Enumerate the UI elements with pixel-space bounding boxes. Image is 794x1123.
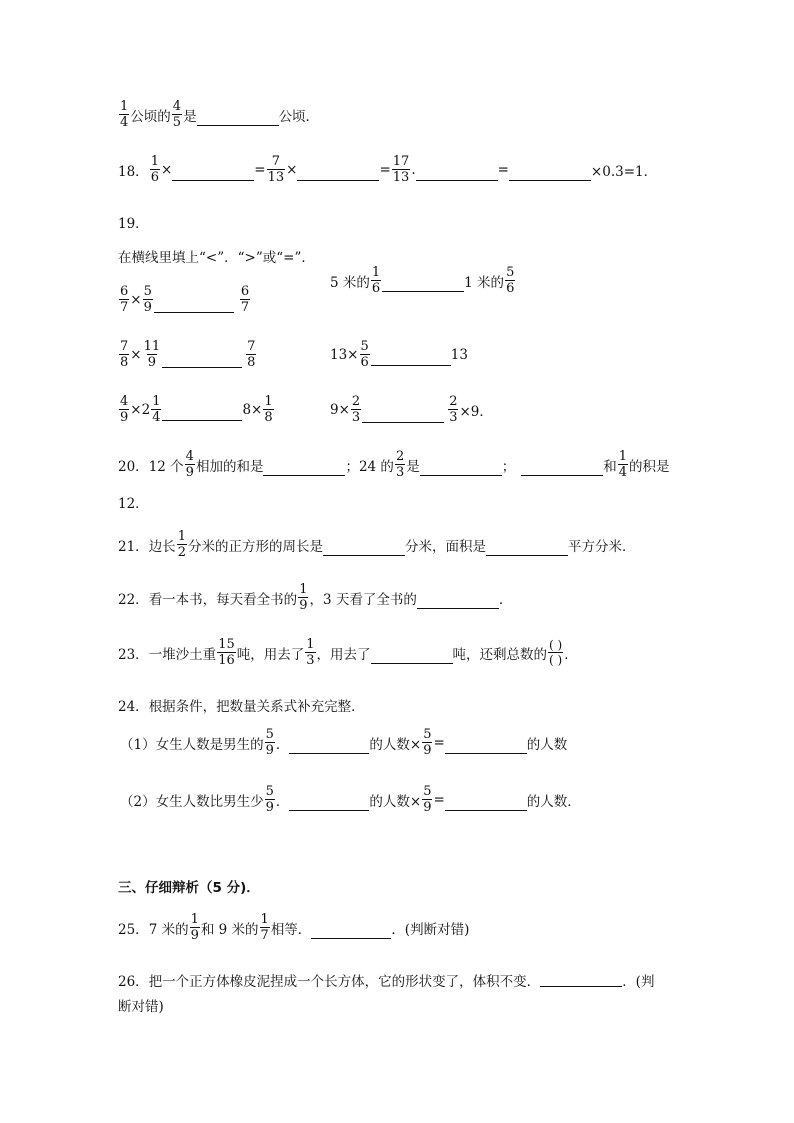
fraction: $\frac{1}{7}$: [260, 912, 269, 943]
fraction: $\frac{5}{9}$: [265, 727, 274, 758]
question-number: 18．: [118, 163, 149, 180]
fraction: $\frac{1}{9}$: [190, 912, 199, 943]
answer-blank[interactable]: [289, 809, 369, 811]
answer-blank[interactable]: [323, 554, 405, 556]
fraction: $\frac{2}{3}$: [351, 394, 361, 425]
fraction: $\frac{4}{9}$: [120, 394, 129, 425]
fraction: $\frac{5}{9}$: [423, 784, 432, 815]
answer-blank[interactable]: [417, 607, 499, 609]
fraction: $\frac{1}{2}$: [177, 529, 186, 560]
answer-blank[interactable]: [486, 554, 568, 556]
fraction: $\frac{5}{6}$: [360, 339, 369, 370]
fraction: $\frac{4}{9}$: [185, 449, 194, 480]
q19-number: 19．: [118, 216, 149, 232]
answer-blank[interactable]: [197, 124, 279, 126]
compare-blank[interactable]: [162, 419, 242, 421]
q19-b1: 5 米的 $\frac{1}{6}$ 1 米的 $\frac{5}{6}$: [330, 265, 515, 296]
q18-line: 18． $\frac{1}{6}$ × = $\frac{7}{13}$ × = $\frac{17}{13}$ . = ×0.3=1．: [118, 154, 658, 185]
fraction: $\frac{5}{9}$: [423, 727, 432, 758]
compare-blank[interactable]: [371, 364, 451, 366]
question-number: 23．: [118, 646, 149, 663]
q20-continuation: 12．: [118, 496, 149, 512]
question-number: 21．: [118, 538, 149, 555]
q19-b2: 13× $\frac{5}{6}$ 13: [330, 339, 468, 370]
judgment-blank[interactable]: [311, 937, 391, 939]
fraction: $\frac{1}{8}$: [264, 394, 273, 425]
fraction: $\frac{1}{9}$: [299, 582, 308, 613]
q17-line: $\frac{1}{4}$ 公顷的 $\frac{4}{5}$ 是 公顷．: [120, 99, 320, 130]
q20-line: 20． 12 个 $\frac{4}{9}$ 相加的和是 ；24 的 $\frac{2}{3}$ 是 ； 和 $\frac{1}{4}$ 的积是: [118, 449, 670, 480]
question-number: 20．: [118, 458, 149, 475]
question-number: 25．: [118, 921, 149, 938]
fraction: $\frac{5}{9}$: [265, 784, 274, 815]
q22-line: 22． 看一本书，每天看全书的 $\frac{1}{9}$ ，3 天看了全书的 ．: [118, 582, 513, 613]
fraction: $\frac{5}{9}$: [143, 284, 152, 315]
fraction: $\frac{2}{3}$: [449, 394, 458, 425]
q19-instruction: 在横线里填上“<”．“>”或“=”．: [118, 250, 315, 266]
fraction: $\frac{4}{5}$: [172, 99, 182, 130]
section-title: 三、仔细辩析（5 分)．: [118, 880, 260, 896]
answer-blank[interactable]: [416, 179, 498, 181]
fraction: $\frac{1}{4}$: [120, 99, 129, 130]
fraction: $\frac{2}{3}$: [395, 449, 405, 480]
fraction: $\frac{7}{8}$: [120, 339, 129, 370]
q24-part1: （1）女生人数是男生的 $\frac{5}{9}$ ． 的人数× $\frac{5}{9}$ = 的人数: [120, 727, 568, 758]
answer-blank[interactable]: [297, 179, 379, 181]
fraction: $\frac{7}{8}$: [247, 339, 256, 370]
answer-blank[interactable]: [521, 474, 603, 476]
answer-blank[interactable]: [172, 179, 254, 181]
fraction: $\frac{6}{7}$: [240, 284, 250, 315]
answer-blank[interactable]: [371, 662, 453, 664]
compare-blank[interactable]: [382, 290, 464, 292]
fraction: $\frac{15}{16}$: [218, 637, 235, 668]
answer-blank[interactable]: [263, 474, 345, 476]
question-number: 22．: [118, 591, 149, 608]
judgment-blank[interactable]: [540, 985, 622, 987]
q26-continuation: 断对错): [118, 999, 164, 1015]
answer-blank[interactable]: [445, 752, 527, 754]
fraction: $\frac{1}{4}$: [152, 394, 161, 425]
q19-a1: $\frac{6}{7}$ × $\frac{5}{9}$ $\frac{6}{7}$: [120, 284, 250, 315]
fraction-answer-blank[interactable]: $\frac{( )}{( )}$: [549, 638, 563, 667]
q24-line: 24． 根据条件，把数量关系式补充完整．: [118, 695, 365, 715]
fraction: $\frac{5}{6}$: [506, 265, 515, 296]
compare-blank[interactable]: [162, 366, 242, 368]
fraction: $\frac{6}{7}$: [120, 284, 129, 315]
fraction: $\frac{1}{6}$: [150, 154, 159, 185]
fraction: $\frac{7}{13}$: [267, 154, 285, 185]
q19-a3: $\frac{4}{9}$ ×2 $\frac{1}{4}$ 8× $\frac{1}{8}$: [120, 394, 273, 425]
answer-blank[interactable]: [289, 752, 369, 754]
answer-blank[interactable]: [420, 474, 502, 476]
answer-blank[interactable]: [445, 809, 527, 811]
q19-b3: 9× $\frac{2}{3}$ $\frac{2}{3}$ ×9．: [330, 394, 493, 425]
question-number: 24．: [118, 699, 149, 715]
fraction: $\frac{1}{3}$: [306, 637, 315, 668]
compare-blank[interactable]: [154, 311, 234, 313]
fraction: $\frac{1}{4}$: [618, 449, 627, 480]
fraction: $\frac{11}{9}$: [143, 339, 161, 370]
q26-line: 26． 把一个正方体橡皮泥捏成一个长方体，它的形状变了，体积不变． ．(判: [118, 970, 654, 990]
q23-line: 23． 一堆沙土重 $\frac{15}{16}$ 吨，用去了 $\frac{1}{3}$ ，用去了 吨，还剩总数的 $\frac{( )}{( )}$ ．: [118, 637, 578, 668]
q21-line: 21． 边长 $\frac{1}{2}$ 分米的正方形的周长是 分米，面积是 平方分米．: [118, 529, 636, 560]
compare-blank[interactable]: [362, 421, 444, 423]
answer-blank[interactable]: [509, 179, 591, 181]
q19-a2: $\frac{7}{8}$ × $\frac{11}{9}$ $\frac{7}{8}$: [120, 339, 256, 370]
q25-line: 25． 7 米的 $\frac{1}{9}$ 和 9 米的 $\frac{1}{7}$ 相等． ．(判断对错): [118, 912, 470, 943]
fraction: $\frac{1}{6}$: [371, 265, 381, 296]
question-number: 26．: [118, 974, 149, 990]
q24-part2: （2）女生人数比男生少 $\frac{5}{9}$ ． 的人数× $\frac{5}{9}$ = 的人数．: [120, 784, 581, 815]
fraction: $\frac{17}{13}$: [392, 154, 410, 185]
